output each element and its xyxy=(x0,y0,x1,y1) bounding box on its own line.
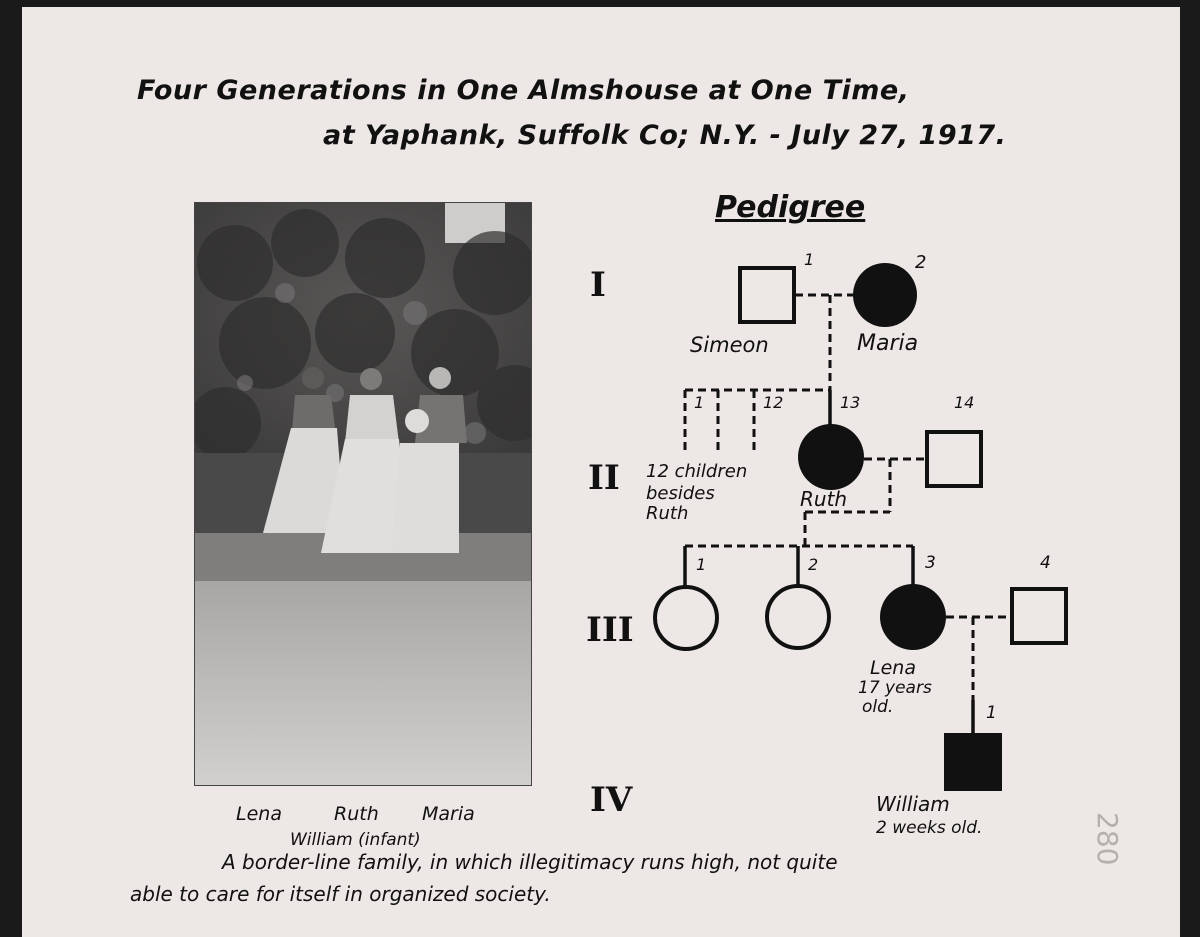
caption-line-2: able to care for itself in organized society. xyxy=(130,882,551,906)
gen3-child1-number: 1 xyxy=(696,555,707,574)
siblings-text-line-1: 12 children xyxy=(646,461,748,482)
gen3-mate-male-symbol xyxy=(1012,589,1066,643)
william-affected-male-symbol xyxy=(944,733,1002,791)
photo-label-lena: Lena xyxy=(236,803,282,825)
ruth-affected-female-symbol xyxy=(798,424,864,490)
lena-name-line-2: 17 years xyxy=(858,678,932,698)
generation-label-3: III xyxy=(586,610,634,650)
gen3-child1-female-symbol xyxy=(655,587,717,649)
photo-label-ruth: Ruth xyxy=(334,803,379,825)
william-name-line-1: William xyxy=(876,792,950,816)
pedigree-heading: Pedigree xyxy=(715,190,866,225)
gen3-child2-female-symbol xyxy=(767,586,829,648)
archive-number: 280 xyxy=(1091,812,1124,866)
gen2-mate-male-symbol xyxy=(927,432,981,486)
simeon-male-symbol xyxy=(740,268,794,322)
maria-number: 2 xyxy=(915,252,927,273)
siblings-last-number: 12 xyxy=(763,393,784,412)
maria-affected-female-symbol xyxy=(853,263,917,327)
ruth-number: 13 xyxy=(840,393,861,412)
photo-label-infant: William (infant) xyxy=(290,830,421,850)
siblings-text-line-3: Ruth xyxy=(646,503,689,524)
maria-name: Maria xyxy=(857,331,919,356)
title-line-1: Four Generations in One Almshouse at One Time, xyxy=(137,75,910,106)
simeon-name: Simeon xyxy=(690,333,769,357)
lena-name-line-3: old. xyxy=(862,697,894,717)
gen3-mate-number: 4 xyxy=(1040,553,1051,573)
siblings-first-number: 1 xyxy=(694,393,705,412)
title-line-2: at Yaphank, Suffolk Co; N.Y. - July 27, 1917. xyxy=(323,120,1007,151)
generation-label-1: I xyxy=(590,265,606,305)
ruth-name: Ruth xyxy=(800,487,848,511)
lena-name-line-1: Lena xyxy=(870,657,916,679)
lena-number: 3 xyxy=(925,553,936,573)
william-number: 1 xyxy=(986,703,997,723)
simeon-number: 1 xyxy=(804,250,815,269)
generation-label-4: IV xyxy=(590,780,633,820)
siblings-text-line-2: besides xyxy=(646,483,715,504)
caption-line-1: A border-line family, in which illegitimacy runs high, not quite xyxy=(222,850,838,874)
gen2-mate-number: 14 xyxy=(954,393,975,412)
lena-affected-female-symbol xyxy=(880,584,946,650)
generation-label-2: II xyxy=(588,458,620,498)
gen3-child2-number: 2 xyxy=(808,555,819,574)
william-name-line-2: 2 weeks old. xyxy=(876,818,983,838)
photo-label-maria: Maria xyxy=(422,803,475,825)
